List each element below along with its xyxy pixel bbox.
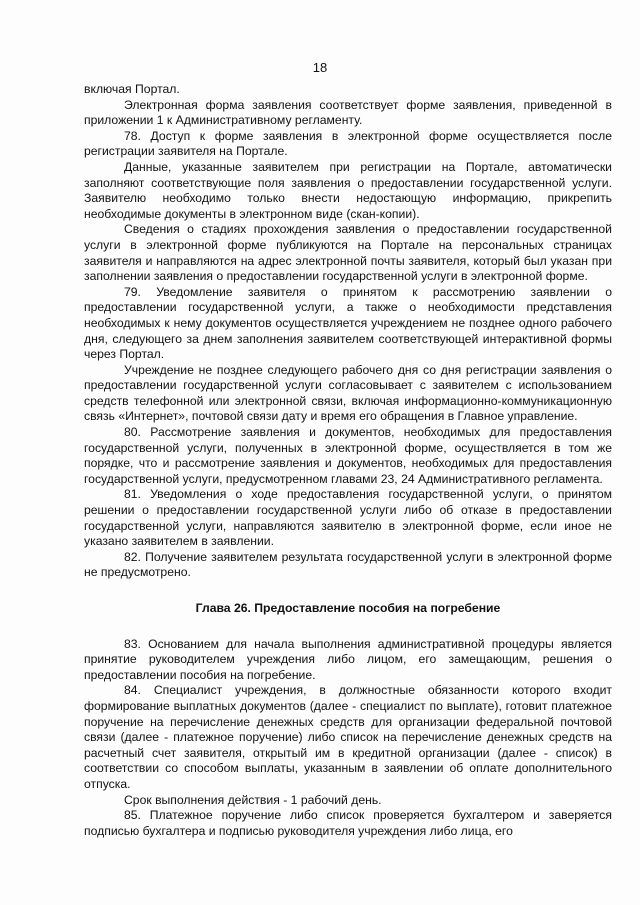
paragraph: 79. Уведомление заявителя о принятом к рассмотрению заявлении о предоставлении государственной услуги, а также о необходимости представления необходимых к нему документов осуществляется учреждением не позднее одного рабочего дня, следующего за днем заполнения заявителем соответствующей интерактивной формы через Портал. (84, 284, 612, 362)
paragraph: Сведения о стадиях прохождения заявления о предоставлении государственной услуги в электронной форме публикуются на Портале на персональных страницах заявителя и направляются на адрес электронной почты заявителя, который был указан при заполнении заявления о предоставлении государственной услуги в электронной форме. (84, 222, 612, 284)
paragraph: 80. Рассмотрение заявления и документов, необходимых для предоставления государственной услуги, полученных в электронной форме, осуществляется в том же порядке, что и рассмотрение заявления и документов, необходимых для предоставления государственной услуги, предусмотренном главами 23, 24 Административного регламента. (84, 425, 612, 486)
paragraph: 84. Специалист учреждения, в должностные обязанности которого входит формирование выплатных документов (далее - специалист по выплате), готовит платежное поручение на перечисление денежных средств для организации федеральной почтовой связи (далее - платежное поручение) либо список на перечисление денежных средств на расчетный счет заявителя, открытый им в кредитной организации (далее - список) в соответствии со способом выплаты, указанным в заявлении об оплате дополнительного отпуска. (84, 683, 612, 791)
paragraph: 81. Уведомления о ходе предоставления государственной услуги, о принятом решении о предоставлении государственной услуги либо об отказе в предоставлении государственной услуги, направляются заявителю в электронной форме, если иное не указано заявителем в заявлении. (84, 487, 612, 549)
paragraph: Учреждение не позднее следующего рабочего дня со дня регистрации заявления о предоставлении государственной услуги согласовывает с заявителем с использованием средств телефонной или электронной связи, включая информационно-коммуникационную связь «Интернет», почтовой связи дату и время его обращения в Главное управление. (84, 362, 612, 424)
paragraph: 85. Платежное поручение либо список проверяется бухгалтером и заверяется подписью бухгалтера и подписью руководителя учреждения либо лица, его (84, 808, 612, 838)
paragraph: 78. Доступ к форме заявления в электронной форме осуществляется после регистрации заявителя на Портале. (84, 128, 612, 159)
paragraph: Срок выполнения действия - 1 рабочий день. (124, 792, 382, 807)
paragraph: Данные, указанные заявителем при регистрации на Портале, автоматически заполняют соответствующие поля заявления о предоставлении государственной услуги. Заявителю необходимо только внести недостающую информацию, прикрепить необходимые документы в электронном виде (скан-копии). (84, 159, 612, 221)
chapter-heading: Глава 26. Предоставление пособия на погребение (195, 601, 501, 615)
paragraph: 83. Основанием для начала выполнения административной процедуры является принятие руководителем учреждения либо лицом, его замещающим, решения о предоставлении пособия на погребение. (84, 636, 612, 682)
paragraph: 82. Получение заявителем результата государственной услуги в электронной форме не предусмотрено. (84, 549, 612, 580)
paragraph: Электронная форма заявления соответствует форме заявления, приведенной в приложении 1 к Административному регламенту. (84, 97, 612, 128)
paragraph: включая Портал. (84, 82, 180, 96)
page-number: 18 (312, 60, 328, 75)
document-body (84, 82, 612, 839)
